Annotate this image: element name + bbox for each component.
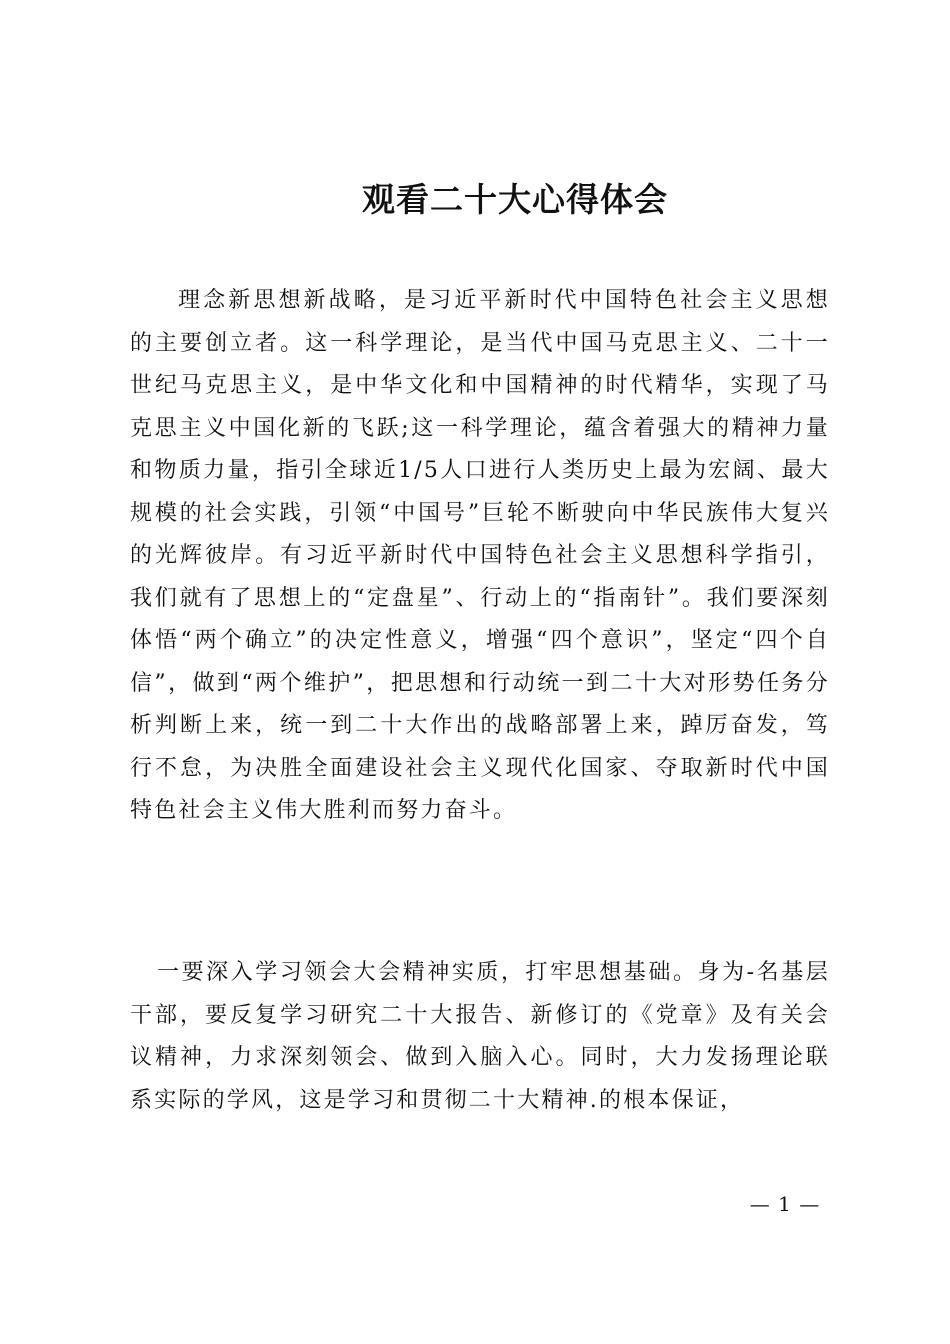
body-paragraph-2: 一要深入学习领会大会精神实质，打牢思想基础。身为-名基层干部，要反复学习研究二十大报告、新修订的《党章》及有关会议精神，力求深刻领会、做到入脑入心。同时，大力发扬理论联系实际的学风，这是学习和贯彻二十大精神.的根本保证， (130, 960, 830, 1113)
document-title: 观看二十大心得体会 (362, 180, 668, 219)
page-number: — 1 — (749, 1192, 821, 1216)
body-paragraph-1: 理念新思想新战略，是习近平新时代中国特色社会主义思想的主要创立者。这一科学理论，是当代中国马克思主义、二十一世纪马克思主义，是中华文化和中国精神的时代精华，实现了马克思主义中国化新的飞跃;这一科学理论，蕴含着强大的精神力量和物质力量，指引全球近1/5人口进行人类历史上最为宏阔、最大规模的社会实践，引领“中国号”巨轮不断驶向中华民族伟大复兴的光辉彼岸。有习近平新时代中国特色社会主义思想科学指引，我们就有了思想上的“定盘星”、行动上的“指南针”。我们要深刻体悟“两个确立”的决定性意义，增强“四个意识”，坚定“四个自信”，做到“两个维护”，把思想和行动统一到二十大对形势任务分析判断上来，统一到二十大作出的战略部署上来，踔厉奋发，笃行不怠，为决胜全面建设社会主义现代化国家、夺取新时代中国特色社会主义伟大胜利而努力奋斗。 (130, 288, 830, 823)
